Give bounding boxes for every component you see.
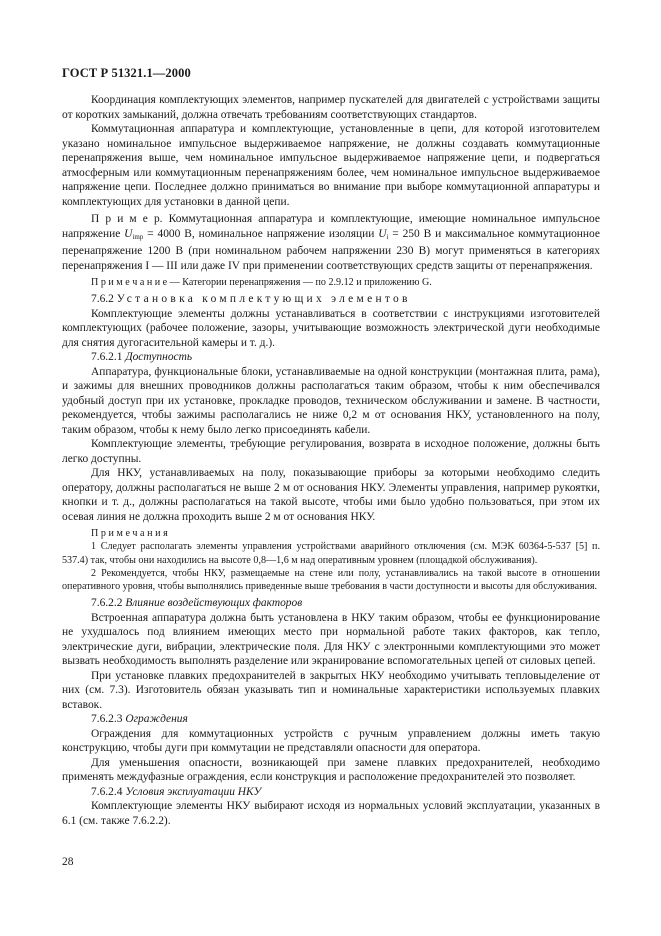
paragraph: Аппаратура, функциональные блоки, устанавливаемые на одной конструкции (монтажная плита, рама), и зажимы для внешних проводников должны располагаться таким образом, чтобы к ним обеспечивался удобный доступ при их установке, прокладке проводов, техническом обслуживании и замене. В частности, рекомендуется, чтобы зажимы располагались не ниже 0,2 м от основания НКУ, установленного на полу, таким образом, чтобы к нему было легко присоединять кабели. xyxy=(62,365,600,436)
example-paragraph: П р и м е р. Коммутационная аппаратура и комплектующие, имеющие номинальное импульсное напряжение $U_{imp} = 4000$ В, номинальное напряжение изоляции $U_i = 250$ В и максимальное коммутационное перенапряжение 1200 В (при номинальном рабочем напряжении 230 В) могут применяться в категориях перенапряжения I — III или даже IV при применении соответствующих средств защиты от перенапряжения. xyxy=(62,213,600,272)
section-heading-7-6-2-1: 7.6.2.1 Доступность xyxy=(91,351,193,364)
note-label: П р и м е ч а н и е — xyxy=(91,277,180,288)
paragraph: Комплектующие элементы, требующие регулирования, возврата в исходное положение, должны быть легко доступны. xyxy=(62,438,600,465)
voltage-symbol: U xyxy=(378,227,387,240)
example-label: П р и м е р. xyxy=(91,213,163,225)
paragraph: При установке плавких предохранителей в закрытых НКУ необходимо учитывать тепловыделение от них (см. 7.3). Изготовитель обязан указывать тип и номинальные характеристики используемых плавких вставок. xyxy=(62,669,600,711)
standard-code: ГОСТ Р 51321.1—2000 xyxy=(62,66,191,80)
notes-label: Примечания xyxy=(91,528,171,540)
section-title: Влияние воздействующих факторов xyxy=(125,597,303,610)
section-heading-7-6-2-4: 7.6.2.4 Условия эксплуатации НКУ xyxy=(91,785,262,798)
note: П р и м е ч а н и е — Категории перенапряжения — по 2.9.12 и приложению G. xyxy=(91,277,432,288)
page-number: 28 xyxy=(62,856,74,868)
paragraph: Комплектующие элементы должны устанавливаться в соответствии с инструкциями изготовителей комплектующих (рабочее положение, зазоры, учитывающие возможность электрической дуги необходимые для снятия дугогасительной камеры и т. д.). xyxy=(62,307,600,349)
paragraph: Комплектующие элементы НКУ выбирают исходя из нормальных условий эксплуатации, указанных в 6.1 (см. также 7.6.2.2). xyxy=(62,800,600,827)
section-title: Условия эксплуатации НКУ xyxy=(125,785,262,798)
paragraph: Для НКУ, устанавливаемых на полу, показывающие приборы за которыми необходимо следить оператору, должны располагаться не выше 2 м от основания НКУ. Элементы управления, например рукоятки, кнопки и т. д., должны располагаться на такой высоте, чтобы ими было удобно пользоваться, при этом их осевая линия не должна проходить выше 2 м от основания НКУ. xyxy=(62,467,600,523)
paragraph: Встроенная аппаратура должна быть установлена в НКУ таким образом, чтобы ее функционирование не ухудшалось под влиянием имеющих место при нормальной работе таких факторов, как тепло, электрические дуги, вибрации, электрические поля. Для НКУ с электронными комплектующими это может вызвать необходимость выполнять разделение или экранирование вспомогательных цепей от силовых цепей. xyxy=(62,611,600,668)
section-title: Установка комплектующих элементов xyxy=(116,293,411,306)
section-heading-7-6-2-3: 7.6.2.3 Ограждения xyxy=(91,713,188,726)
section-title: Ограждения xyxy=(125,713,188,726)
section-heading-7-6-2: 7.6.2 Установка комплектующих элементов xyxy=(91,293,411,306)
paragraph: Ограждения для коммутационных устройств с ручным управлением должны иметь такую конструкцию, чтобы дуги при коммутации не представляли опасности для оператора. xyxy=(62,727,600,755)
voltage-symbol: U xyxy=(124,227,133,240)
paragraph: Координация комплектующих элементов, например пускателей для двигателей с устройствами защиты от коротких замыканий, должна отвечать требованиям соответствующих стандартов. xyxy=(62,94,600,121)
section-heading-7-6-2-2: 7.6.2.2 Влияние воздействующих факторов xyxy=(91,597,303,610)
note-1: 1 Следует располагать элементы управления устройствами аварийного отключения (см. МЭК 60364-5-537 [5] п. 537.4) так, чтобы они находились на высоте 0,8—1,6 м над оперативным уровнем (площадкой обслуживания). xyxy=(62,541,600,566)
section-title: Доступность xyxy=(125,351,193,364)
paragraph: Коммутационная аппаратура и комплектующие, установленные в цепи, для которой изготовителем указано номинальное импульсное выдерживаемое напряжение, не должны создавать коммутационные перенапряжения выше, чем номинальное импульсное выдерживаемое напряжение цепи, и подвергаться атмосферным или коммутационным перенапряжениям более, чем номинальное импульсное выдерживаемое напряжение цепи. Последнее должно приниматься во внимание при выборе коммутационной аппаратуры и комплектующих для установки в данной цепи. xyxy=(62,123,600,208)
page-body xyxy=(62,93,600,828)
note-2: 2 Рекомендуется, чтобы НКУ, размещаемые на стене или полу, устанавливались на такой высоте в отношении оперативного уровня, чтобы выполнялись приведенные выше требования в части доступности и высоты для обслуживания. xyxy=(62,567,600,593)
paragraph: Для уменьшения опасности, возникающей при замене плавких предохранителей, необходимо применять междуфазные ограждения, если конструкция и расположение предохранителей это позволяет. xyxy=(62,756,600,784)
